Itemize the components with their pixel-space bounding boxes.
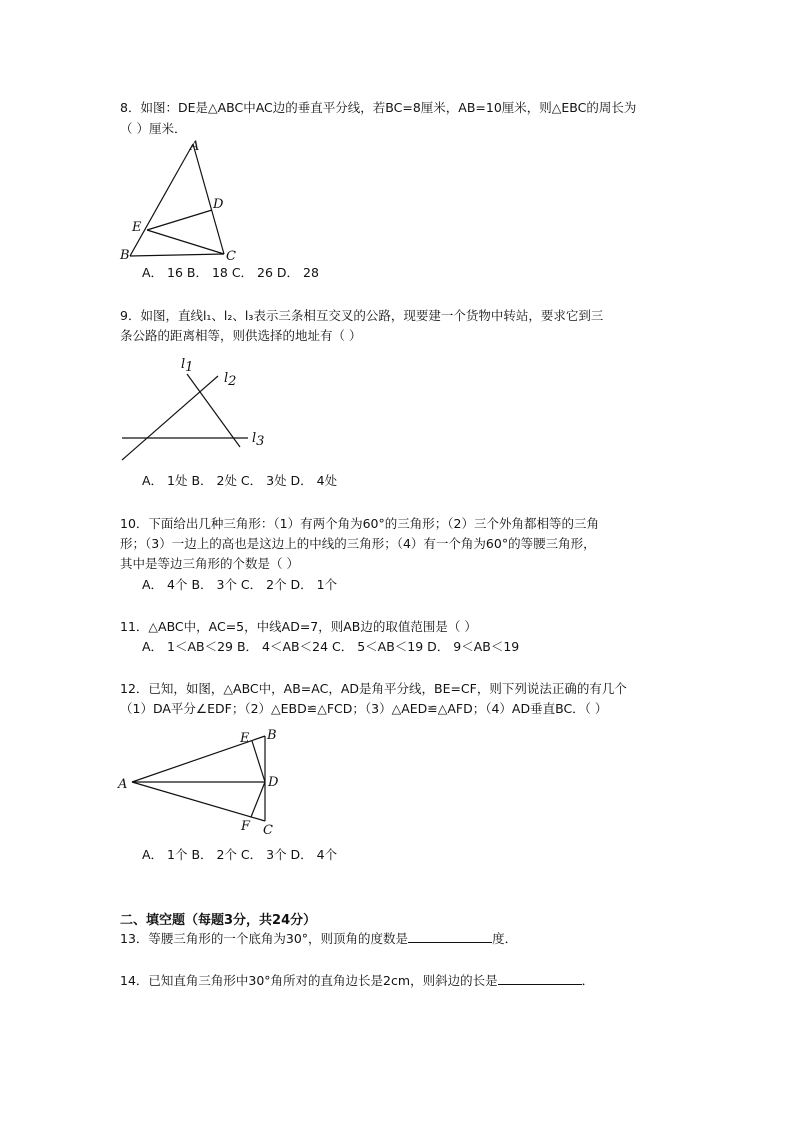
q8-label-b: B	[120, 248, 130, 263]
q8-segment-ec	[147, 230, 224, 254]
q8-label-e: E	[132, 220, 142, 235]
q13-suffix: 度．	[492, 931, 518, 946]
q12-label-a: A	[118, 777, 128, 792]
q13-answer-blank[interactable]	[408, 930, 492, 943]
q8-segment-ed	[147, 210, 212, 230]
q14-answer-blank[interactable]	[498, 972, 582, 985]
q11-text-line1: 11．△ABC中，AC=5，中线AD=7，则AB边的取值范围是（ ）	[120, 619, 477, 634]
q12-options: A． 1个 B． 2个 C． 3个 D． 4个	[142, 847, 338, 862]
section2-heading: 二、填空题（每题3分，共24分）	[120, 913, 317, 928]
q12-label-c: C	[263, 823, 273, 838]
q12-label-b: B	[267, 728, 277, 743]
q12-triangle-figure	[112, 722, 292, 840]
q8-text-line2: （ ）厘米．	[120, 121, 187, 136]
q8-label-a: A	[190, 139, 200, 154]
q13-text	[120, 930, 517, 948]
q9-text-line1: 9．如图，直线l₁、l₂、l₃表示三条相互交叉的公路，现要建一个货物中转站，要求它到三	[120, 308, 604, 323]
q10-text-line2: 形；（3）一边上的高也是这边上的中线的三角形；（4）有一个角为60°的等腰三角形，	[120, 536, 596, 551]
q12-text-line2: （1）DA平分∠EDF；（2）△EBD≌△FCD；（3）△AED≌△AFD；（4）AD垂直BC．（ ）	[120, 701, 608, 716]
q11-options: A． 1＜AB＜29 B． 4＜AB＜24 C． 5＜AB＜19 D． 9＜AB＜19	[142, 639, 520, 654]
q14-suffix: ．	[581, 973, 595, 988]
q8-label-c: C	[226, 249, 236, 264]
q12-segment-fd	[251, 782, 265, 817]
q14-prefix: 14．已知直角三角形中30°角所对的直角边长是2cm，则斜边的长是	[120, 973, 498, 988]
q12-side-ac	[132, 782, 265, 821]
q8-side-bc	[130, 254, 224, 256]
q12-segment-ed	[252, 741, 265, 782]
q9-lines-figure	[110, 352, 280, 466]
q10-text-line3: 其中是等边三角形的个数是（ ）	[120, 556, 299, 571]
q9-label-l2: l2	[224, 371, 237, 389]
q12-label-f: F	[241, 819, 251, 834]
q12-label-d: D	[268, 775, 279, 790]
q10-text-line1: 10．下面给出几种三角形：（1）有两个角为60°的三角形；（2）三个外角都相等的三角	[120, 516, 599, 531]
q12-text-line1: 12．已知，如图，△ABC中，AB=AC，AD是角平分线，BE=CF，则下列说法正确的有几个	[120, 681, 627, 696]
q12-label-e: E	[240, 731, 250, 746]
q9-text-line2: 条公路的距离相等，则供选择的地址有（ ）	[120, 328, 362, 343]
q9-label-l1: l1	[181, 357, 194, 375]
q10-options: A． 4个 B． 3个 C． 2个 D． 1个	[142, 577, 338, 592]
q9-options: A． 1处 B． 2处 C． 3处 D． 4处	[142, 473, 338, 488]
q8-label-d: D	[213, 197, 224, 212]
q14-text	[120, 972, 594, 990]
q13-prefix: 13．等腰三角形的一个底角为30°，则顶角的度数是	[120, 931, 409, 946]
q8-text-line1: 8．如图：DE是△ABC中AC边的垂直平分线，若BC=8厘米，AB=10厘米，则△EBC的周长为	[120, 100, 637, 115]
q9-line-l2	[122, 376, 218, 460]
q9-label-l3: l3	[252, 431, 265, 449]
q8-triangle-figure	[110, 134, 260, 264]
q8-side-ab	[130, 144, 193, 256]
q8-options: A． 16 B． 18 C． 26 D． 28	[142, 265, 319, 280]
